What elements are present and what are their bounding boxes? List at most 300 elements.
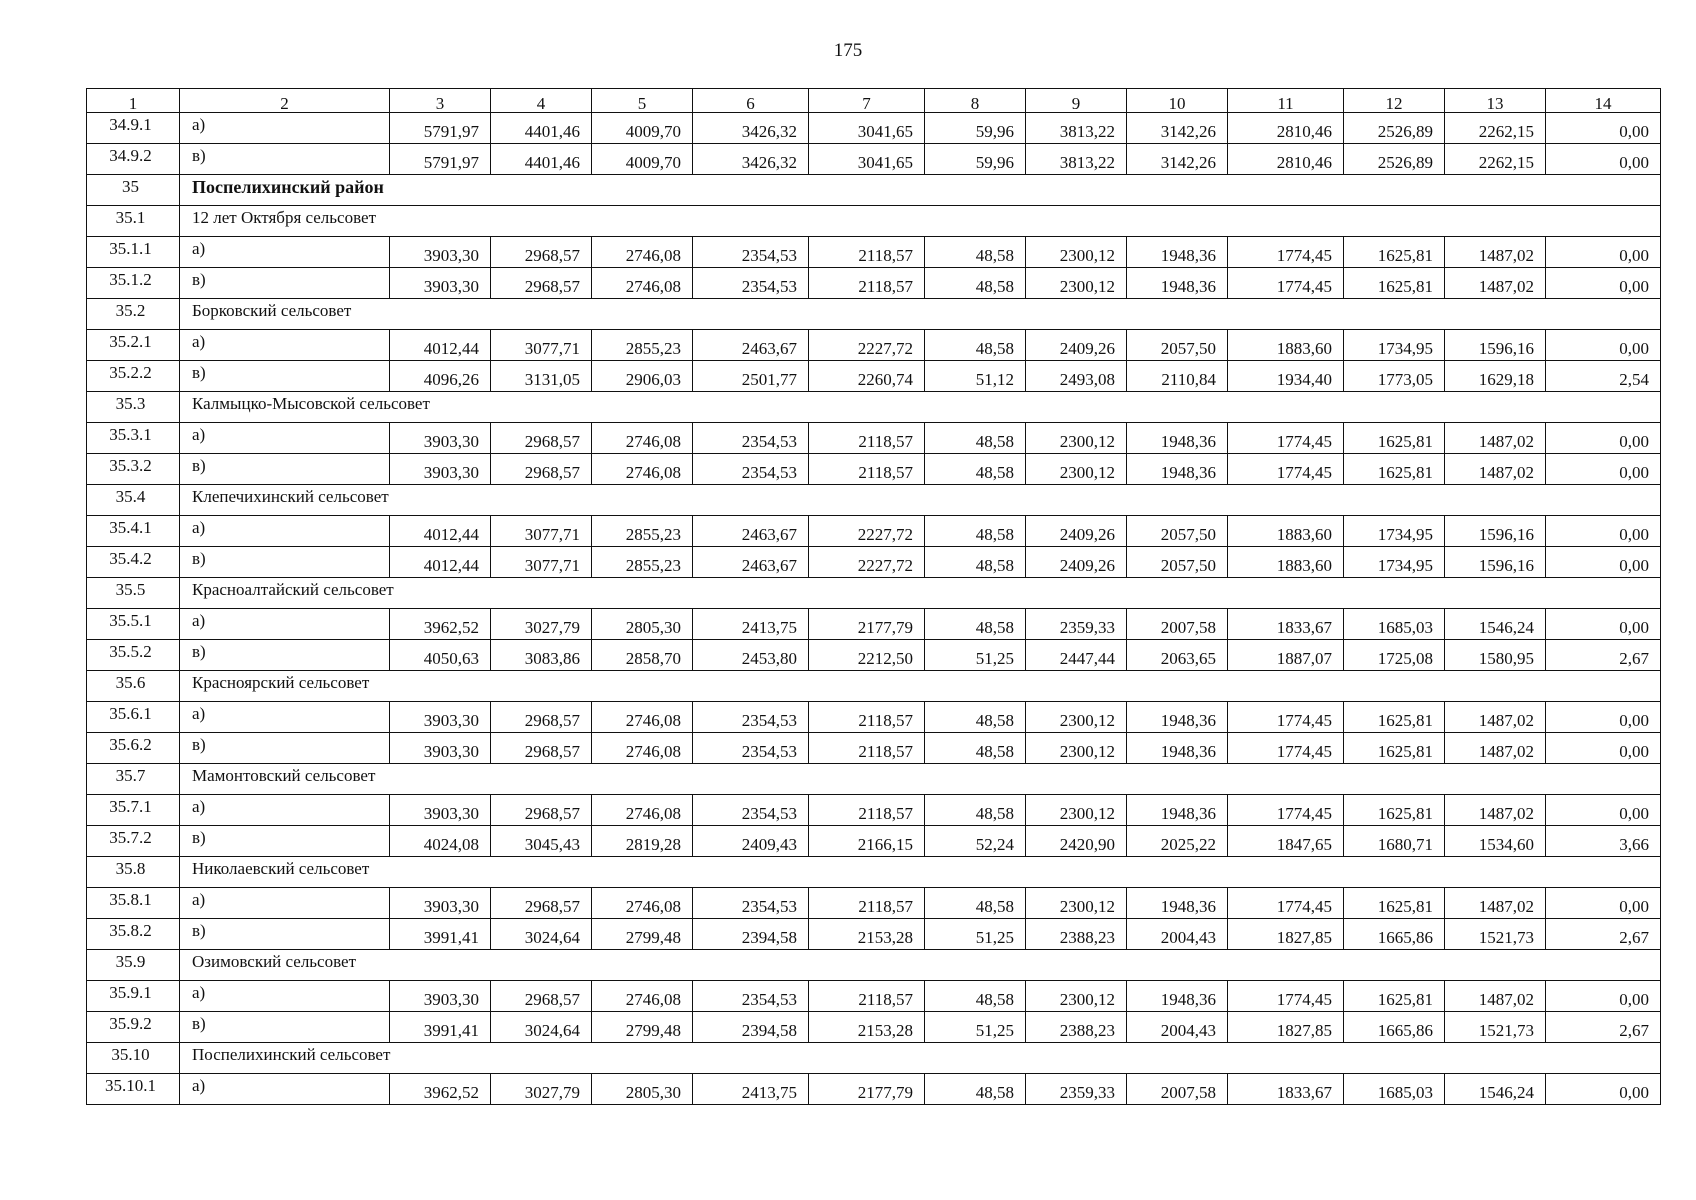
table-cell: 2300,12 (1026, 733, 1127, 764)
table-cell: 2118,57 (809, 268, 925, 299)
table-cell: 1773,05 (1344, 361, 1445, 392)
table-cell: 3903,30 (390, 702, 491, 733)
table-cell: 2300,12 (1026, 268, 1127, 299)
table-cell: 48,58 (925, 423, 1026, 454)
table-cell: 0,00 (1546, 144, 1661, 175)
row-number: 35.10.1 (87, 1074, 180, 1105)
table-cell: 4024,08 (390, 826, 491, 857)
row-number: 35.6.1 (87, 702, 180, 733)
column-header: 6 (693, 89, 809, 113)
table-cell: 2799,48 (592, 1012, 693, 1043)
table-cell: 2,67 (1546, 919, 1661, 950)
table-cell: 1948,36 (1127, 237, 1228, 268)
row-number: 35.2.1 (87, 330, 180, 361)
table-cell: 4012,44 (390, 330, 491, 361)
table-cell: 2453,80 (693, 640, 809, 671)
table-cell: 2746,08 (592, 981, 693, 1012)
table-cell: 1883,60 (1228, 547, 1344, 578)
table-cell: 4009,70 (592, 113, 693, 144)
row-number: 35.3.2 (87, 454, 180, 485)
table-row (87, 268, 1661, 299)
table-cell: 3024,64 (491, 1012, 592, 1043)
table-cell: 2300,12 (1026, 795, 1127, 826)
settlement-title: Мамонтовский сельсовет (180, 764, 1661, 795)
row-number: 35.7.1 (87, 795, 180, 826)
table-cell: 1734,95 (1344, 330, 1445, 361)
row-number: 35.4.2 (87, 547, 180, 578)
table-cell: 2354,53 (693, 268, 809, 299)
table-cell: 2118,57 (809, 981, 925, 1012)
settlement-title: Красноалтайский сельсовет (180, 578, 1661, 609)
table-cell: 3813,22 (1026, 144, 1127, 175)
table-row (87, 547, 1661, 578)
settlement-title: Клепечихинский сельсовет (180, 485, 1661, 516)
table-cell: 2746,08 (592, 454, 693, 485)
column-header: 3 (390, 89, 491, 113)
table-cell: 1596,16 (1445, 330, 1546, 361)
table-row (87, 888, 1661, 919)
table-cell: 3426,32 (693, 144, 809, 175)
table-row (87, 454, 1661, 485)
row-subtype: а) (180, 516, 390, 547)
row-subtype: а) (180, 981, 390, 1012)
row-number: 35.8.1 (87, 888, 180, 919)
table-cell: 0,00 (1546, 113, 1661, 144)
table-cell: 2493,08 (1026, 361, 1127, 392)
table-cell: 3903,30 (390, 795, 491, 826)
row-subtype: а) (180, 609, 390, 640)
table-cell: 3041,65 (809, 113, 925, 144)
table-cell: 0,00 (1546, 237, 1661, 268)
table-cell: 2166,15 (809, 826, 925, 857)
table-cell: 0,00 (1546, 609, 1661, 640)
table-cell: 1948,36 (1127, 268, 1228, 299)
table-cell: 1827,85 (1228, 1012, 1344, 1043)
settlement-title: Николаевский сельсовет (180, 857, 1661, 888)
table-cell: 4012,44 (390, 547, 491, 578)
table-cell: 1665,86 (1344, 1012, 1445, 1043)
table-cell: 3045,43 (491, 826, 592, 857)
table-cell: 2746,08 (592, 795, 693, 826)
table-cell: 1685,03 (1344, 609, 1445, 640)
table-row (87, 702, 1661, 733)
table-row (87, 361, 1661, 392)
table-cell: 1487,02 (1445, 454, 1546, 485)
table-cell: 1625,81 (1344, 454, 1445, 485)
table-row (87, 1074, 1661, 1105)
table-cell: 48,58 (925, 795, 1026, 826)
table-cell: 2300,12 (1026, 888, 1127, 919)
table-cell: 1487,02 (1445, 981, 1546, 1012)
table-cell: 2354,53 (693, 888, 809, 919)
table-cell: 2,67 (1546, 1012, 1661, 1043)
table-cell: 2819,28 (592, 826, 693, 857)
page-number: 175 (833, 40, 863, 61)
table-cell: 2063,65 (1127, 640, 1228, 671)
table-cell: 2300,12 (1026, 702, 1127, 733)
column-number-row (87, 89, 1661, 113)
table-cell: 2354,53 (693, 733, 809, 764)
table-cell: 1546,24 (1445, 1074, 1546, 1105)
table-cell: 48,58 (925, 888, 1026, 919)
table-cell: 48,58 (925, 516, 1026, 547)
table-cell: 0,00 (1546, 1074, 1661, 1105)
table-cell: 2968,57 (491, 423, 592, 454)
table-cell: 3962,52 (390, 1074, 491, 1105)
table-cell: 1487,02 (1445, 268, 1546, 299)
table-cell: 2,67 (1546, 640, 1661, 671)
table-cell: 0,00 (1546, 981, 1661, 1012)
table-cell: 1521,73 (1445, 919, 1546, 950)
table-cell: 52,24 (925, 826, 1026, 857)
table-cell: 1546,24 (1445, 609, 1546, 640)
row-number: 35.2.2 (87, 361, 180, 392)
table-cell: 2394,58 (693, 919, 809, 950)
table-cell: 3991,41 (390, 919, 491, 950)
table-cell: 1774,45 (1228, 888, 1344, 919)
table-cell: 2354,53 (693, 237, 809, 268)
table-cell: 2118,57 (809, 423, 925, 454)
table-cell: 1625,81 (1344, 733, 1445, 764)
table-cell: 2227,72 (809, 547, 925, 578)
table-cell: 1596,16 (1445, 516, 1546, 547)
table-cell: 0,00 (1546, 888, 1661, 919)
table-cell: 2968,57 (491, 702, 592, 733)
row-number: 35.7.2 (87, 826, 180, 857)
table-cell: 1948,36 (1127, 454, 1228, 485)
table-cell: 1487,02 (1445, 733, 1546, 764)
row-number: 35.8.2 (87, 919, 180, 950)
table-cell: 2968,57 (491, 888, 592, 919)
table-cell: 2057,50 (1127, 516, 1228, 547)
table-cell: 0,00 (1546, 516, 1661, 547)
row-number: 35.5.1 (87, 609, 180, 640)
district-title: Поспелихинский район (180, 175, 1661, 206)
row-number: 35.4 (87, 485, 180, 516)
table-cell: 1833,67 (1228, 1074, 1344, 1105)
table-cell: 59,96 (925, 113, 1026, 144)
table-cell: 51,12 (925, 361, 1026, 392)
table-cell: 2855,23 (592, 516, 693, 547)
row-subtype: в) (180, 733, 390, 764)
table-cell: 2057,50 (1127, 330, 1228, 361)
settlement-title: Поспелихинский сельсовет (180, 1043, 1661, 1074)
table-cell: 0,00 (1546, 423, 1661, 454)
table-cell: 2409,26 (1026, 330, 1127, 361)
table-cell: 5791,97 (390, 113, 491, 144)
table-cell: 3903,30 (390, 888, 491, 919)
table-cell: 3903,30 (390, 268, 491, 299)
table-cell: 48,58 (925, 454, 1026, 485)
table-cell: 1625,81 (1344, 702, 1445, 733)
column-header: 11 (1228, 89, 1344, 113)
row-number: 35.7 (87, 764, 180, 795)
table-cell: 48,58 (925, 609, 1026, 640)
table-cell: 0,00 (1546, 454, 1661, 485)
table-cell: 3131,05 (491, 361, 592, 392)
table-cell: 2118,57 (809, 888, 925, 919)
row-number: 34.9.1 (87, 113, 180, 144)
section-row (87, 764, 1661, 795)
table-cell: 2968,57 (491, 237, 592, 268)
table-cell: 1487,02 (1445, 702, 1546, 733)
table-cell: 1625,81 (1344, 795, 1445, 826)
table-row (87, 733, 1661, 764)
table-cell: 1680,71 (1344, 826, 1445, 857)
table-cell: 2746,08 (592, 702, 693, 733)
table-cell: 1734,95 (1344, 516, 1445, 547)
table-cell: 2968,57 (491, 981, 592, 1012)
table-cell: 2799,48 (592, 919, 693, 950)
table-cell: 48,58 (925, 1074, 1026, 1105)
table-row (87, 516, 1661, 547)
section-row (87, 671, 1661, 702)
table-cell: 3077,71 (491, 330, 592, 361)
table-cell: 2227,72 (809, 330, 925, 361)
table-cell: 2260,74 (809, 361, 925, 392)
table-cell: 4401,46 (491, 144, 592, 175)
table-cell: 1625,81 (1344, 268, 1445, 299)
settlement-title: Красноярский сельсовет (180, 671, 1661, 702)
row-subtype: а) (180, 702, 390, 733)
table-cell: 2968,57 (491, 454, 592, 485)
table-cell: 59,96 (925, 144, 1026, 175)
table-cell: 1625,81 (1344, 237, 1445, 268)
row-subtype: в) (180, 268, 390, 299)
table-cell: 1487,02 (1445, 237, 1546, 268)
table-cell: 1774,45 (1228, 237, 1344, 268)
column-header: 4 (491, 89, 592, 113)
table-cell: 1774,45 (1228, 795, 1344, 826)
row-subtype: а) (180, 423, 390, 454)
settlement-title: Борковский сельсовет (180, 299, 1661, 330)
table-cell: 3027,79 (491, 609, 592, 640)
table-cell: 51,25 (925, 1012, 1026, 1043)
table-cell: 1827,85 (1228, 919, 1344, 950)
table-cell: 1774,45 (1228, 268, 1344, 299)
row-number: 35.10 (87, 1043, 180, 1074)
row-subtype: а) (180, 888, 390, 919)
table-cell: 1847,65 (1228, 826, 1344, 857)
table-cell: 5791,97 (390, 144, 491, 175)
table-cell: 2855,23 (592, 547, 693, 578)
table-cell: 3903,30 (390, 423, 491, 454)
table-cell: 1774,45 (1228, 454, 1344, 485)
table-cell: 48,58 (925, 702, 1026, 733)
table-cell: 2007,58 (1127, 1074, 1228, 1105)
table-cell: 2354,53 (693, 454, 809, 485)
table-row (87, 826, 1661, 857)
table-cell: 2354,53 (693, 981, 809, 1012)
table-cell: 2354,53 (693, 702, 809, 733)
table-cell: 2,54 (1546, 361, 1661, 392)
column-header: 9 (1026, 89, 1127, 113)
table-cell: 1521,73 (1445, 1012, 1546, 1043)
row-number: 35.5 (87, 578, 180, 609)
section-row (87, 299, 1661, 330)
table-cell: 1948,36 (1127, 733, 1228, 764)
section-row (87, 578, 1661, 609)
table-cell: 2177,79 (809, 1074, 925, 1105)
table-cell: 2177,79 (809, 609, 925, 640)
table-cell: 2227,72 (809, 516, 925, 547)
table-cell: 3142,26 (1127, 144, 1228, 175)
table-cell: 2526,89 (1344, 144, 1445, 175)
row-number: 35 (87, 175, 180, 206)
table-row (87, 1012, 1661, 1043)
table-cell: 2153,28 (809, 1012, 925, 1043)
column-header: 10 (1127, 89, 1228, 113)
table-cell: 3903,30 (390, 237, 491, 268)
table-row (87, 795, 1661, 826)
table-cell: 1629,18 (1445, 361, 1546, 392)
row-subtype: а) (180, 1074, 390, 1105)
table-cell: 51,25 (925, 640, 1026, 671)
row-number: 35.3 (87, 392, 180, 423)
row-subtype: в) (180, 640, 390, 671)
table-cell: 2262,15 (1445, 113, 1546, 144)
table-cell: 1487,02 (1445, 888, 1546, 919)
table-cell: 3991,41 (390, 1012, 491, 1043)
table-cell: 0,00 (1546, 702, 1661, 733)
table-cell: 2805,30 (592, 1074, 693, 1105)
table-cell: 2409,43 (693, 826, 809, 857)
settlement-title: Калмыцко-Мысовской сельсовет (180, 392, 1661, 423)
table-cell: 2118,57 (809, 237, 925, 268)
table-cell: 3083,86 (491, 640, 592, 671)
row-number: 35.5.2 (87, 640, 180, 671)
table-cell: 4050,63 (390, 640, 491, 671)
row-subtype: в) (180, 919, 390, 950)
table-cell: 1774,45 (1228, 733, 1344, 764)
table-cell: 48,58 (925, 733, 1026, 764)
table-cell: 1774,45 (1228, 981, 1344, 1012)
row-number: 35.6.2 (87, 733, 180, 764)
table-cell: 2413,75 (693, 609, 809, 640)
table-row (87, 640, 1661, 671)
section-row (87, 206, 1661, 237)
table-cell: 3041,65 (809, 144, 925, 175)
table-row (87, 981, 1661, 1012)
table-cell: 4096,26 (390, 361, 491, 392)
table-cell: 2025,22 (1127, 826, 1228, 857)
table-cell: 1948,36 (1127, 423, 1228, 454)
table-cell: 48,58 (925, 547, 1026, 578)
table-cell: 2354,53 (693, 423, 809, 454)
row-subtype: а) (180, 795, 390, 826)
row-number: 34.9.2 (87, 144, 180, 175)
table-cell: 2262,15 (1445, 144, 1546, 175)
table-body (87, 89, 1661, 1105)
table-cell: 51,25 (925, 919, 1026, 950)
row-subtype: в) (180, 361, 390, 392)
table-cell: 2746,08 (592, 423, 693, 454)
table-cell: 1948,36 (1127, 795, 1228, 826)
row-number: 35.9.2 (87, 1012, 180, 1043)
table-cell: 3077,71 (491, 547, 592, 578)
table-cell: 3813,22 (1026, 113, 1127, 144)
table-cell: 0,00 (1546, 733, 1661, 764)
table-cell: 2810,46 (1228, 113, 1344, 144)
table-cell: 3962,52 (390, 609, 491, 640)
table-cell: 2004,43 (1127, 1012, 1228, 1043)
row-subtype: в) (180, 547, 390, 578)
table-row (87, 237, 1661, 268)
table-cell: 2463,67 (693, 516, 809, 547)
table-cell: 2968,57 (491, 795, 592, 826)
table-cell: 2968,57 (491, 733, 592, 764)
table-row (87, 609, 1661, 640)
table-cell: 2007,58 (1127, 609, 1228, 640)
table-cell: 2118,57 (809, 454, 925, 485)
section-row (87, 392, 1661, 423)
row-number: 35.9.1 (87, 981, 180, 1012)
table-cell: 2463,67 (693, 330, 809, 361)
table-cell: 2300,12 (1026, 423, 1127, 454)
table-cell: 2388,23 (1026, 919, 1127, 950)
table-cell: 1948,36 (1127, 981, 1228, 1012)
table-cell: 1487,02 (1445, 795, 1546, 826)
table-cell: 1596,16 (1445, 547, 1546, 578)
table-cell: 1685,03 (1344, 1074, 1445, 1105)
table-cell: 0,00 (1546, 795, 1661, 826)
table-cell: 2118,57 (809, 702, 925, 733)
row-subtype: а) (180, 237, 390, 268)
table-cell: 2394,58 (693, 1012, 809, 1043)
table-cell: 3077,71 (491, 516, 592, 547)
table-cell: 2110,84 (1127, 361, 1228, 392)
row-number: 35.3.1 (87, 423, 180, 454)
table-cell: 3903,30 (390, 733, 491, 764)
table-row (87, 144, 1661, 175)
row-number: 35.1 (87, 206, 180, 237)
table-cell: 1534,60 (1445, 826, 1546, 857)
table-cell: 2501,77 (693, 361, 809, 392)
table-cell: 1833,67 (1228, 609, 1344, 640)
table-row (87, 330, 1661, 361)
table-cell: 4401,46 (491, 113, 592, 144)
section-row (87, 950, 1661, 981)
tariff-table (86, 88, 1661, 1105)
table-cell: 48,58 (925, 981, 1026, 1012)
table-cell: 2447,44 (1026, 640, 1127, 671)
table-cell: 2359,33 (1026, 1074, 1127, 1105)
table-cell: 2526,89 (1344, 113, 1445, 144)
table-cell: 1883,60 (1228, 330, 1344, 361)
table-cell: 2463,67 (693, 547, 809, 578)
table-row (87, 423, 1661, 454)
column-header: 14 (1546, 89, 1661, 113)
row-subtype: в) (180, 1012, 390, 1043)
table-cell: 2413,75 (693, 1074, 809, 1105)
section-row (87, 1043, 1661, 1074)
table-cell: 1734,95 (1344, 547, 1445, 578)
row-number: 35.2 (87, 299, 180, 330)
table-cell: 2388,23 (1026, 1012, 1127, 1043)
table-cell: 1665,86 (1344, 919, 1445, 950)
table-cell: 4012,44 (390, 516, 491, 547)
table-cell: 2118,57 (809, 733, 925, 764)
table-cell: 2153,28 (809, 919, 925, 950)
table-cell: 2746,08 (592, 888, 693, 919)
table-cell: 1625,81 (1344, 888, 1445, 919)
row-subtype: в) (180, 826, 390, 857)
table-cell: 1580,95 (1445, 640, 1546, 671)
table-cell: 2300,12 (1026, 454, 1127, 485)
table-cell: 0,00 (1546, 330, 1661, 361)
table-cell: 2855,23 (592, 330, 693, 361)
table-cell: 48,58 (925, 237, 1026, 268)
